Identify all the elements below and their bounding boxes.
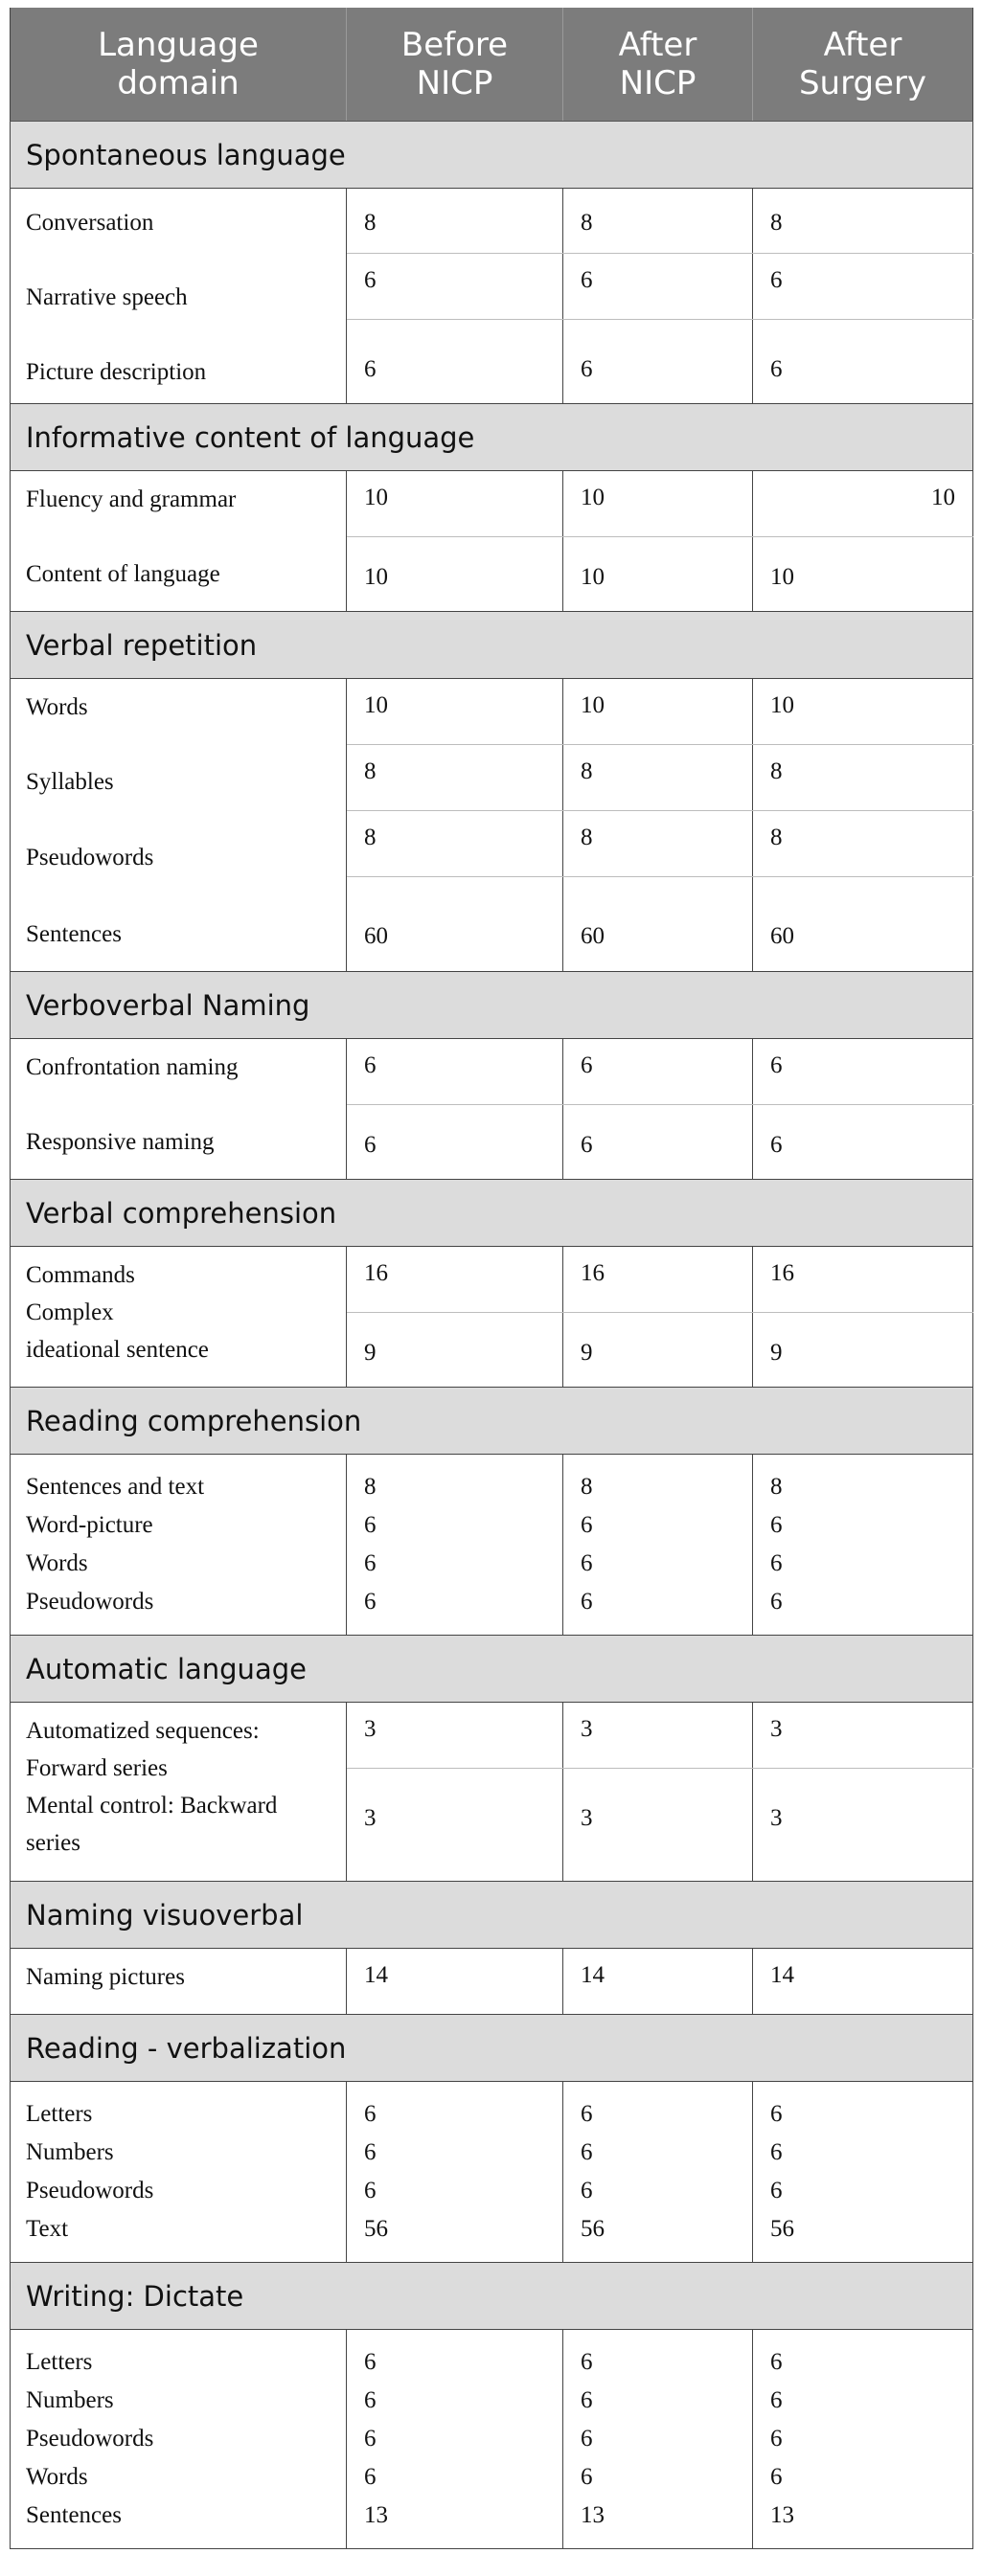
- value: 6: [364, 1512, 377, 1538]
- row-label: Numbers: [26, 2139, 114, 2165]
- cell-before-nicp: 8: [347, 189, 563, 254]
- value: 6: [364, 2178, 377, 2203]
- row-label: Numbers: [26, 2387, 114, 2413]
- value: 6: [364, 2139, 377, 2165]
- row-label: Word-picture: [26, 1512, 153, 1538]
- value: 6: [364, 1550, 377, 1576]
- cell-after-nicp: [563, 1455, 753, 1636]
- cell-after-surgery: 6: [753, 320, 973, 404]
- value: 6: [581, 2101, 593, 2127]
- section-title: Reading - verbalization: [11, 2015, 973, 2082]
- cell-after-surgery: 60: [753, 877, 973, 972]
- row-label: Words: [26, 694, 88, 720]
- row-label: Text: [26, 2216, 69, 2242]
- cell-before-nicp: 9: [347, 1313, 563, 1388]
- cell-before-nicp: 14: [347, 1949, 563, 2015]
- value: 13: [581, 2502, 605, 2528]
- row-label: Pseudowords: [26, 2178, 154, 2203]
- value: 6: [581, 2349, 593, 2375]
- cell-after-nicp: 6: [563, 320, 753, 404]
- row-label: Responsive naming: [26, 1129, 215, 1155]
- cell-before-nicp: 6: [347, 1105, 563, 1180]
- cell-after-nicp: 14: [563, 1949, 753, 2015]
- cell-after-surgery: [753, 1455, 973, 1636]
- row-label: Sentences: [26, 921, 122, 947]
- header-before-nicp: Before NICP: [347, 8, 563, 122]
- value: 6: [770, 1512, 783, 1538]
- value: 13: [364, 2502, 388, 2528]
- cell-before-nicp: 16: [347, 1247, 563, 1313]
- row-label: Conversation: [26, 210, 154, 236]
- row-label: Automatized sequences:: [26, 1718, 260, 1744]
- row-label: Naming pictures: [11, 1949, 347, 2015]
- value: 6: [770, 2464, 783, 2490]
- cell-after-nicp: 6: [563, 254, 753, 320]
- value: 13: [770, 2502, 794, 2528]
- cell-before-nicp: 8: [347, 811, 563, 877]
- cell-before-nicp: 10: [347, 679, 563, 745]
- row-label: Pseudowords: [26, 845, 154, 870]
- value: 6: [364, 1589, 377, 1615]
- row-label: Syllables: [26, 769, 114, 795]
- value: 56: [581, 2216, 605, 2242]
- row-label: Narrative speech: [26, 284, 188, 310]
- cell-before-nicp: [347, 2330, 563, 2549]
- row-label: Letters: [26, 2101, 93, 2127]
- cell-after-surgery: 3: [753, 1703, 973, 1769]
- cell-before-nicp: 6: [347, 320, 563, 404]
- value: 8: [770, 1474, 783, 1500]
- value: 6: [770, 2178, 783, 2203]
- cell-before-nicp: 6: [347, 1039, 563, 1105]
- table-row: [11, 1247, 973, 1313]
- cell-before-nicp: [347, 2082, 563, 2263]
- section-header: [11, 404, 973, 471]
- cell-after-nicp: 6: [563, 1039, 753, 1105]
- table-row: [11, 1703, 973, 1769]
- row-label: ideational sentence: [26, 1337, 209, 1363]
- table-row: [11, 2082, 973, 2263]
- cell-after-nicp: 8: [563, 811, 753, 877]
- label-group: [11, 1247, 347, 1388]
- table-row: [11, 679, 973, 745]
- value: 6: [581, 2178, 593, 2203]
- section-title: Informative content of language: [11, 404, 973, 471]
- cell-before-nicp: 10: [347, 537, 563, 612]
- label-group: [11, 2330, 347, 2549]
- value: 6: [770, 2387, 783, 2413]
- cell-after-surgery: 6: [753, 254, 973, 320]
- cell-after-surgery: 10: [753, 471, 973, 537]
- label-group: [11, 1703, 347, 1882]
- row-label: Complex: [26, 1299, 114, 1325]
- cell-after-surgery: [753, 2082, 973, 2263]
- value: 6: [364, 2387, 377, 2413]
- cell-after-surgery: [753, 2330, 973, 2549]
- row-label: Letters: [26, 2349, 93, 2375]
- cell-after-surgery: 10: [753, 679, 973, 745]
- cell-after-nicp: [563, 2082, 753, 2263]
- row-label: series: [26, 1830, 80, 1856]
- row-label: Pseudowords: [26, 2426, 154, 2452]
- cell-before-nicp: 3: [347, 1703, 563, 1769]
- value: 6: [364, 2464, 377, 2490]
- value: 6: [581, 2464, 593, 2490]
- cell-after-surgery: 6: [753, 1039, 973, 1105]
- table-row: [11, 1039, 973, 1105]
- cell-after-surgery: 9: [753, 1313, 973, 1388]
- section-title: Verbal comprehension: [11, 1180, 973, 1247]
- row-label: Words: [26, 1550, 88, 1576]
- cell-after-nicp: 60: [563, 877, 753, 972]
- section-header: [11, 612, 973, 679]
- scores-table: [10, 8, 973, 2549]
- value: 6: [770, 2349, 783, 2375]
- value: 8: [364, 1474, 377, 1500]
- label-group: [11, 471, 347, 612]
- section-title: Verbal repetition: [11, 612, 973, 679]
- table-row: [11, 189, 973, 254]
- cell-after-nicp: 9: [563, 1313, 753, 1388]
- cell-after-surgery: 8: [753, 189, 973, 254]
- section-header: [11, 1882, 973, 1949]
- cell-after-surgery: 8: [753, 811, 973, 877]
- value: 6: [581, 1589, 593, 1615]
- section-header: [11, 2015, 973, 2082]
- value: 6: [364, 2349, 377, 2375]
- section-header: [11, 122, 973, 189]
- section-title: Writing: Dictate: [11, 2263, 973, 2330]
- cell-after-surgery: 3: [753, 1769, 973, 1882]
- label-group: [11, 189, 347, 404]
- value: 6: [770, 2426, 783, 2452]
- section-header: [11, 1636, 973, 1703]
- value: 6: [770, 2101, 783, 2127]
- row-label: Confrontation naming: [26, 1054, 239, 1080]
- cell-after-nicp: 8: [563, 189, 753, 254]
- row-label: Sentences: [26, 2502, 122, 2528]
- label-group: [11, 2082, 347, 2263]
- section-header: [11, 1388, 973, 1455]
- value: 6: [770, 1589, 783, 1615]
- header-after-nicp: After NICP: [563, 8, 753, 122]
- section-title: Automatic language: [11, 1636, 973, 1703]
- section-title: Verboverbal Naming: [11, 972, 973, 1039]
- row-label: Pseudowords: [26, 1589, 154, 1615]
- value: 6: [581, 1512, 593, 1538]
- section-header: [11, 2263, 973, 2330]
- value: 6: [770, 2139, 783, 2165]
- cell-after-surgery: 10: [753, 537, 973, 612]
- cell-before-nicp: 10: [347, 471, 563, 537]
- cell-before-nicp: 60: [347, 877, 563, 972]
- row-label: Words: [26, 2464, 88, 2490]
- label-group: [11, 1455, 347, 1636]
- row-label: Sentences and text: [26, 1474, 205, 1500]
- value: 8: [581, 1474, 593, 1500]
- section-title: Naming visuoverbal: [11, 1882, 973, 1949]
- cell-after-nicp: 3: [563, 1703, 753, 1769]
- cell-after-nicp: 6: [563, 1105, 753, 1180]
- cell-after-surgery: 16: [753, 1247, 973, 1313]
- cell-after-nicp: 10: [563, 679, 753, 745]
- cell-after-surgery: 14: [753, 1949, 973, 2015]
- row-label: Fluency and grammar: [26, 486, 237, 512]
- value: 6: [364, 2426, 377, 2452]
- row-label: Mental control: Backward: [26, 1793, 278, 1819]
- table-row: [11, 1949, 973, 2015]
- cell-after-nicp: 16: [563, 1247, 753, 1313]
- label-group: [11, 679, 347, 972]
- header-row: [11, 8, 973, 122]
- row-label: Content of language: [26, 561, 220, 587]
- value: 6: [581, 2387, 593, 2413]
- value: 56: [364, 2216, 388, 2242]
- header-after-surgery: After Surgery: [753, 8, 973, 122]
- value: 6: [581, 2139, 593, 2165]
- section-title: Reading comprehension: [11, 1388, 973, 1455]
- cell-before-nicp: 8: [347, 745, 563, 811]
- value: 56: [770, 2216, 794, 2242]
- table-row: [11, 471, 973, 537]
- value: 6: [770, 1550, 783, 1576]
- cell-before-nicp: 3: [347, 1769, 563, 1882]
- section-title: Spontaneous language: [11, 122, 973, 189]
- section-header: [11, 1180, 973, 1247]
- row-label: Forward series: [26, 1755, 168, 1781]
- cell-after-nicp: 10: [563, 537, 753, 612]
- cell-before-nicp: 6: [347, 254, 563, 320]
- value: 6: [581, 2426, 593, 2452]
- cell-after-nicp: 10: [563, 471, 753, 537]
- header-language-domain: Language domain: [11, 8, 347, 122]
- table-row: [11, 2330, 973, 2549]
- cell-after-surgery: 8: [753, 745, 973, 811]
- value: 6: [364, 2101, 377, 2127]
- cell-after-nicp: 8: [563, 745, 753, 811]
- label-group: [11, 1039, 347, 1180]
- section-header: [11, 972, 973, 1039]
- row-label: Commands: [26, 1262, 135, 1288]
- row-label: Picture description: [26, 359, 207, 385]
- value: 6: [581, 1550, 593, 1576]
- table-row: [11, 1455, 973, 1636]
- cell-after-nicp: 3: [563, 1769, 753, 1882]
- cell-after-nicp: [563, 2330, 753, 2549]
- cell-before-nicp: [347, 1455, 563, 1636]
- cell-after-surgery: 6: [753, 1105, 973, 1180]
